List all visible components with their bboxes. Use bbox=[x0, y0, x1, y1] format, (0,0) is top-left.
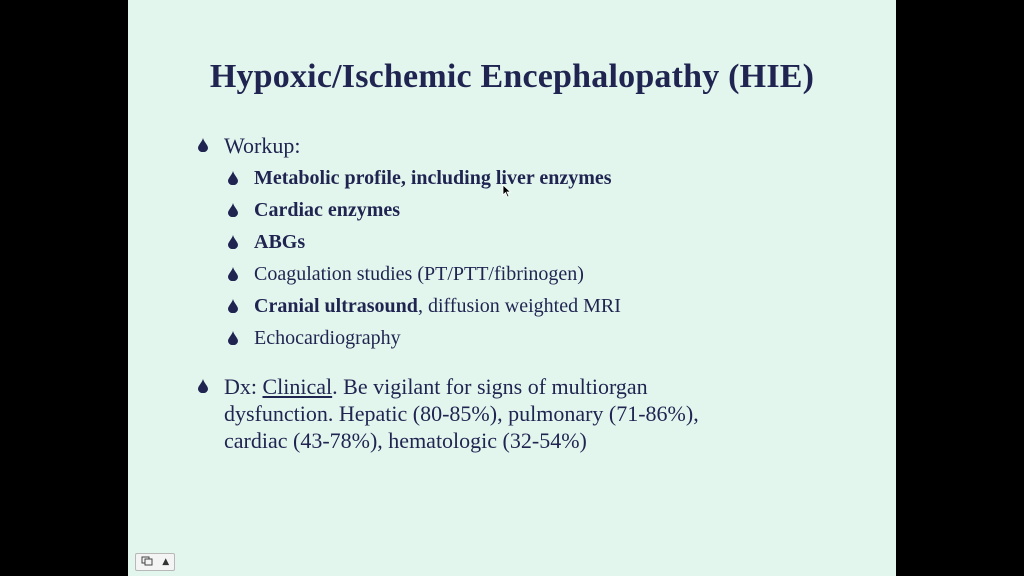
drop-bullet-icon bbox=[228, 171, 238, 185]
slide bbox=[128, 0, 896, 576]
slide-title: Hypoxic/Ischemic Encephalopathy (HIE) bbox=[209, 58, 815, 95]
dx-clinical: Clinical bbox=[262, 374, 333, 399]
list-item bbox=[228, 326, 401, 350]
workup-label: Workup: bbox=[224, 133, 301, 158]
dx-text bbox=[224, 373, 699, 454]
drop-bullet-icon bbox=[228, 331, 238, 345]
mouse-cursor-icon bbox=[502, 184, 512, 203]
drop-bullet-icon bbox=[198, 138, 208, 152]
list-item bbox=[228, 294, 621, 318]
item-bold: Metabolic profile, including liver enzymes bbox=[254, 167, 612, 189]
list-item bbox=[228, 230, 305, 254]
up-arrow-button[interactable]: ▲ bbox=[162, 557, 170, 567]
item-bold: ABGs bbox=[254, 231, 306, 253]
drop-bullet-icon bbox=[228, 203, 238, 217]
dx-line1-rest: . Be vigilant for signs of multiorgan bbox=[332, 374, 648, 399]
bullet-workup bbox=[198, 132, 300, 159]
drop-bullet-icon bbox=[198, 379, 208, 393]
drop-bullet-icon bbox=[228, 267, 238, 281]
item-rest: , diffusion weighted MRI bbox=[417, 295, 621, 317]
drop-bullet-icon bbox=[228, 235, 238, 249]
slide-menu-icon[interactable] bbox=[141, 556, 153, 569]
drop-bullet-icon bbox=[228, 299, 238, 313]
item-rest: Coagulation studies (PT/PTT/fibrinogen) bbox=[254, 263, 584, 285]
item-bold: Cardiac enzymes bbox=[254, 199, 401, 221]
list-item bbox=[228, 166, 612, 190]
item-rest: Echocardiography bbox=[254, 327, 401, 349]
list-item bbox=[228, 198, 400, 222]
item-bold: Cranial ultrasound bbox=[254, 295, 418, 317]
list-item bbox=[228, 262, 584, 286]
bullet-dx bbox=[198, 373, 699, 454]
presentation-controls bbox=[135, 553, 175, 571]
dx-line3: cardiac (43-78%), hematologic (32-54%) bbox=[224, 428, 587, 453]
dx-line2: dysfunction. Hepatic (80-85%), pulmonary (71-86%), bbox=[224, 401, 699, 426]
dx-prefix: Dx: bbox=[224, 374, 263, 399]
